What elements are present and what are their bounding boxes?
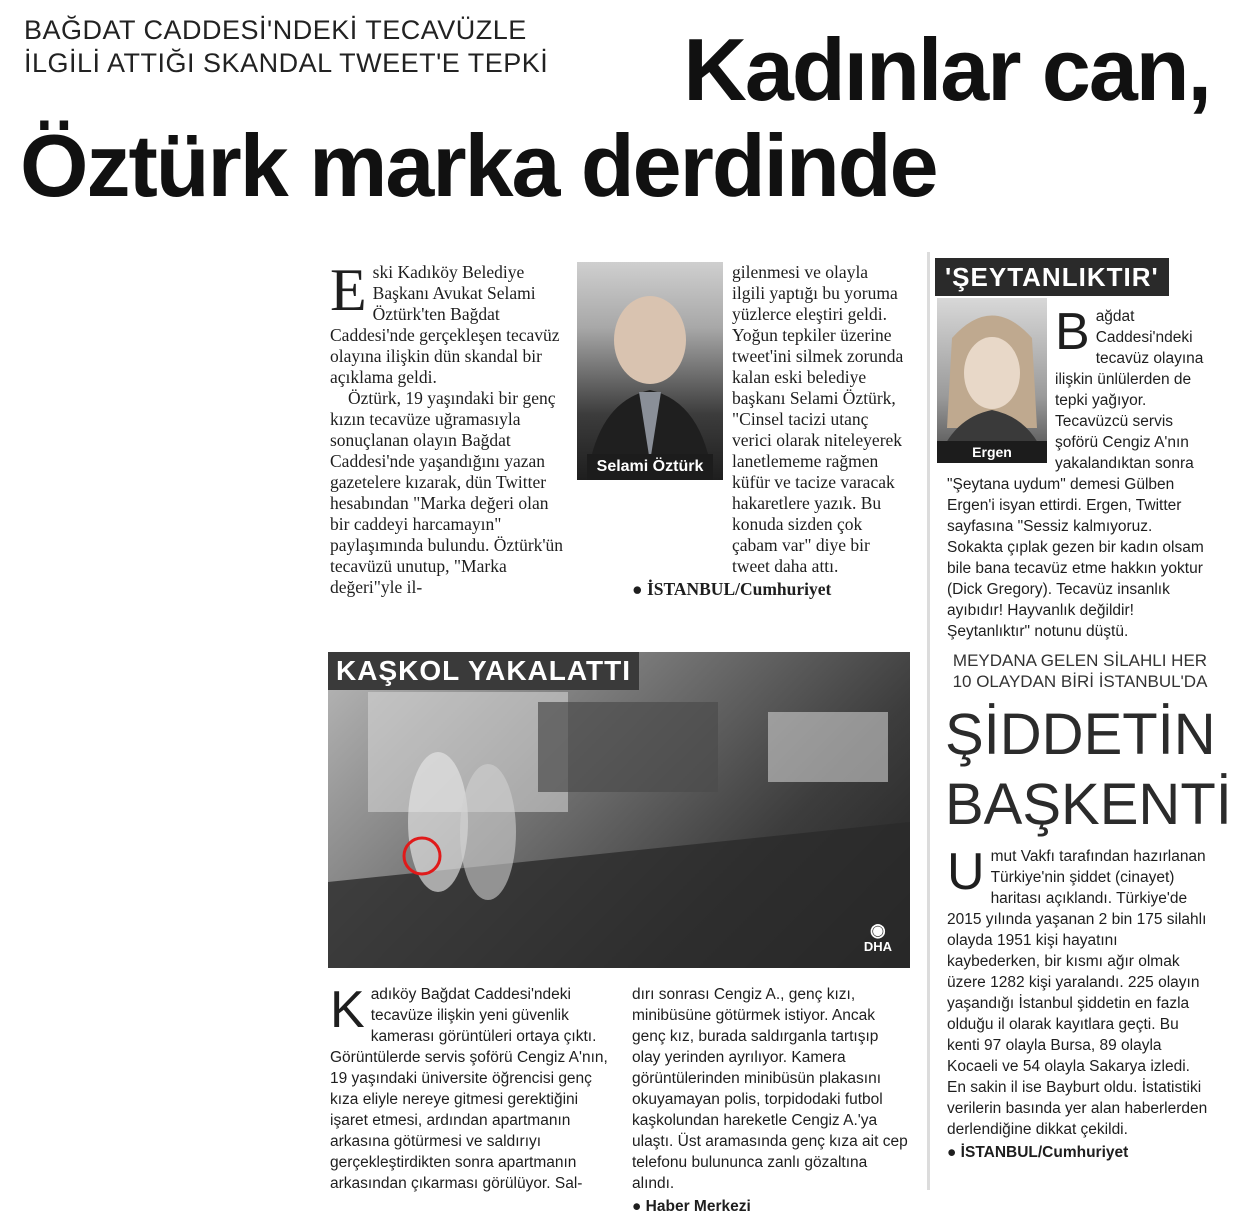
main-story-signature: ● İSTANBUL/Cumhuriyet bbox=[632, 579, 832, 599]
siddet-title-line-2: BAŞKENTİ bbox=[945, 772, 1232, 837]
kaskol-cctv-photo bbox=[328, 652, 910, 968]
main-story-para-3: gilenmesi ve olayla ilgili yaptığı bu yoruma yüzlerce eleştiri geldi. bbox=[732, 262, 898, 324]
headline-line-2: Öztürk marka derdinde bbox=[20, 116, 937, 215]
headline bbox=[20, 22, 1230, 214]
kaskol-para-2: dırı sonrası Cengiz A., genç kızı, minibüsüne götürmek istiyor. Ancak genç kız, burada saldırganla tartışıp olay yerinden ayrılıyor. Kamera görüntülerinden minibüsün plakasını okuyamayan polis, torpidodaki futbol kaşkolundan hareketle Cengiz A.'ya ulaştı. Üst aramasında genç kıza ait cep telefonu bulununca zanlı gözaltına alındı. bbox=[632, 986, 908, 1192]
siddet-title-line-1: ŞİDDETİN bbox=[945, 702, 1216, 767]
photo-credit bbox=[864, 921, 892, 954]
selami-photo-caption: Selami Öztürk bbox=[587, 454, 713, 480]
seytan-dropcap: B bbox=[1055, 303, 1090, 361]
main-story-dropcap: E bbox=[330, 257, 367, 323]
siddet-kicker bbox=[945, 650, 1215, 692]
kaskol-tag: KAŞKOL YAKALATTI bbox=[328, 652, 639, 690]
kicker-line-1: BAĞDAT CADDESİ'NDEKİ TECAVÜZLE bbox=[24, 15, 527, 45]
headline-line-1: Kadınlar can, bbox=[683, 20, 1210, 119]
main-story-text-1: ski Kadıköy Belediye Başkanı Avukat Selami Öztürk'ten Bağdat Caddesi'nde gerçekleşen tecavüz olayına ilişkin dün skandal bir açıklama geldi. bbox=[330, 262, 560, 387]
main-story-col-1 bbox=[330, 257, 570, 598]
ergen-photo-caption: Ergen bbox=[937, 441, 1047, 463]
siddet-title bbox=[945, 700, 1232, 840]
kaskol-col-2 bbox=[632, 984, 910, 1217]
kaskol-signature: ● Haber Merkezi bbox=[632, 1198, 751, 1215]
cctv-scene-icon bbox=[328, 652, 910, 968]
photo-float-spacer bbox=[947, 306, 1055, 466]
main-story-para-2: Öztürk, 19 yaşındaki bir genç kızın tecavüze uğramasıyla sonuçlanan olayın Bağdat Caddesi'nde yaşandığını yazan gazetelere kızarak, dün Twitter hesabından "Marka değeri olan bir caddeyi harcamayın" paylaşımında bulundu. Öztürk'ün tecavüzü unutup, "Marka değeri"yle il- bbox=[330, 388, 564, 597]
main-story-para-4: Yoğun tepkiler üzerine tweet'ini silmek zorunda kalan eski belediye başkanı Selami Öztürk, "Cinsel tacizi utanç verici olarak niteleyerek lanetlememe rağmen küfür ve tacize varacak hakaretlere yazık. Bu konuda sizden çok çabam var" diye bir tweet daha attı. bbox=[732, 325, 904, 576]
kaskol-para-1 bbox=[330, 981, 618, 1194]
siddet-kicker-line-2: 10 OLAYDAN BİRİ İSTANBUL'DA bbox=[952, 672, 1208, 691]
main-story-col-2 bbox=[632, 262, 904, 600]
kicker-line-2: İLGİLİ ATTIĞI SKANDAL TWEET'E TEPKİ bbox=[24, 48, 549, 78]
kaskol-col-1 bbox=[330, 981, 618, 1194]
siddet-signature: ● İSTANBUL/Cumhuriyet bbox=[947, 1144, 1129, 1161]
seytan-text: ağdat Caddesi'ndeki tecavüz olayına ilişkin ünlülerden de tepki yağıyor. Tecavüzcü servis şoförü Cengiz A'nın yakalandıktan sonra "Şeytana uydum" demesi Gülben Ergen'i isyan ettirdi. Ergen, Twitter sayfasına "Sessiz kalmıyoruz. Sokakta çıplak gezen bir kadın olsam bile bana tecavüz etme hakkın yoktur (Dick Gregory). Tecavüz insanlık ayıbıdır! Hayvanlık değildir! Şeytanlıktır" notunu düştü. bbox=[947, 308, 1204, 640]
seytan-tag: 'ŞEYTANLIKTIR' bbox=[935, 258, 1169, 296]
siddet-dropcap: U bbox=[947, 843, 985, 901]
kaskol-dropcap: K bbox=[330, 981, 365, 1039]
camera-icon: ◉ bbox=[870, 920, 886, 940]
photo-credit-label: DHA bbox=[863, 939, 892, 954]
main-story-col-2-top bbox=[732, 262, 904, 325]
seytan-body bbox=[947, 303, 1209, 642]
main-story-para-1 bbox=[330, 257, 570, 388]
siddet-body bbox=[947, 843, 1209, 1163]
siddet-kicker-line-1: MEYDANA GELEN SİLAHLI HER bbox=[952, 651, 1208, 670]
siddet-text: mut Vakfı tarafından hazırlanan Türkiye'nin şiddet (cinayet) haritası açıklandı. Türkiye'de 2015 yılında yaşanan 2 bin 175 silahlı olayda 1951 kişi hayatını kaybederken, bir kısmı ağır olmak üzere 1282 kişi yaralandı. 225 olayın yaşandığı İstanbul şiddetin en fazla olduğu il olarak kayıtlara geçti. Bu kenti 97 olayla Bursa, 89 olayla Kocaeli ve 54 olayla Sakarya izledi. En sakin il ise Bayburt oldu. İstatistiki verilerin basında yer alan haberlerden derlendiğine dikkat çekildi. bbox=[947, 848, 1208, 1138]
kaskol-text-1: adıköy Bağdat Caddesi'ndeki tecavüze ilişkin yeni güvenlik kamerası görüntüleri ortaya çıktı. Görüntülerde servis şoförü Cengiz A'nın, 19 yaşındaki üniversite öğrencisi genç kıza eliyle nereye gitmesi gerektiğini işaret etmesi, ardından apartmanın arkasına götürmesi ve saldırıyı gerçekleştirdikten sonra apartmanın arkasından çıkarması görülüyor. Sal- bbox=[330, 986, 608, 1192]
siddet-para bbox=[947, 843, 1209, 1140]
